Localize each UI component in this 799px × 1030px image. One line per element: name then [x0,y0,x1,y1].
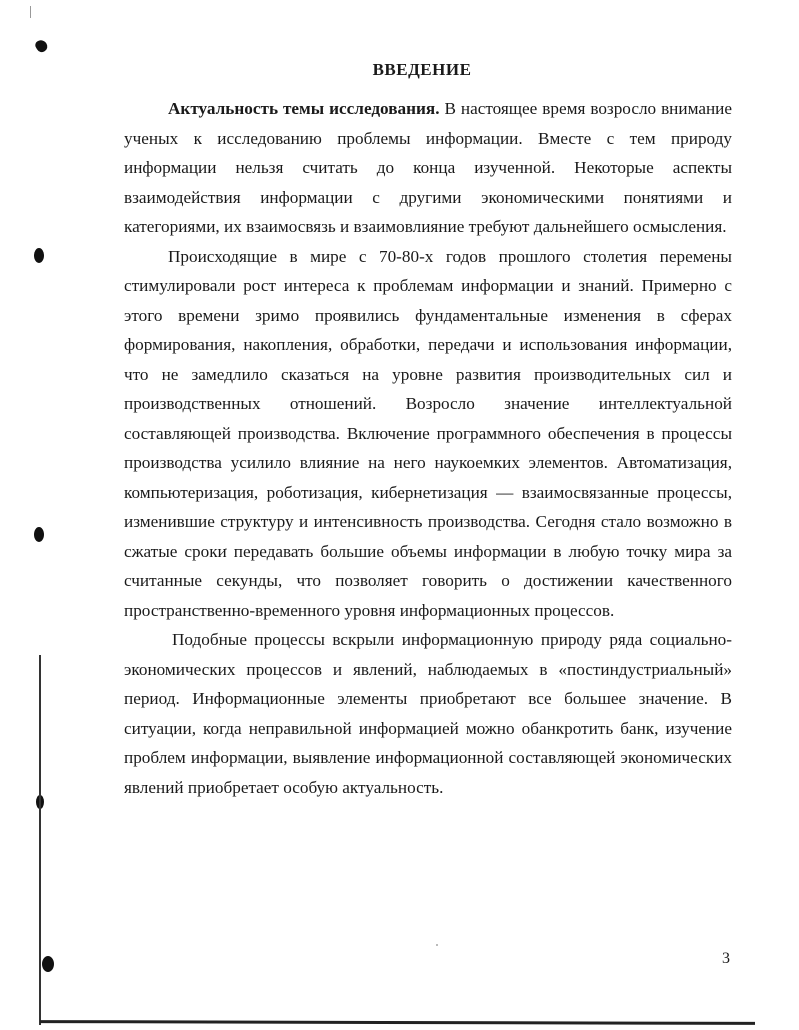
page-number: 3 [722,950,730,967]
paragraph-text: В настоящее время возросло внимание ученых к исследованию проблемы информации. Вместе с тем природу информации нельзя считать до конца изученной. Некоторые аспекты взаимодействия информации с другими экономическими понятиями и категориями, их взаимосвязь и взаимовлияние требуют дальнейшего осмысления. [124,99,732,236]
binder-hole-mark [34,248,44,263]
scan-speck [436,944,438,946]
paragraph: Подобные процессы вскрыли информационную природу ряда социально-экономических процессов и явлений, наблюдаемых в «постиндустриальный» период. Информационные элементы приобретают все большее значение. В ситуации, когда неправильной информацией можно обанкротить банк, изучение проблем информации, выявление информационной составляющей экономических явлений приобретает особую актуальность. [124,630,732,797]
scan-artifact-tick [30,6,31,18]
lead-phrase: Актуальность темы исследования. [168,99,440,118]
binder-hole-mark [42,956,54,972]
binder-hole-mark [34,527,44,542]
binder-hole-mark [34,38,50,54]
paragraph [124,94,732,242]
page-title: ВВЕДЕНИЕ [372,60,472,79]
scan-edge-bottom [40,1020,755,1025]
scan-edge-left [39,655,41,1025]
paragraph: Происходящие в мире с 70-80-х годов прошлого столетия перемены стимулировали рост интереса к проблемам информации и знаний. Примерно с этого времени зримо проявились фундаментальные изменения в сферах формирования, накопления, обработки, передачи и использования информации, что не замедлило сказаться на уровне развития производительных сил и производственных отношений. Возросло значение интеллектуальной составляющей производства. Включение программного обеспечения в процессы производства усилило влияние на него наукоемких элементов. Автоматизация, компьютеризация, роботизация, кибернетизация — взаимосвязанные процессы, изменившие структуру и интенсивность производства. Сегодня стало возможно в сжатые сроки передавать большие объемы информации в любую точку мира за считанные секунды, что позволяет говорить о достижении качественного пространственно-временного уровня информационных процессов. [124,246,732,620]
body-text [124,94,732,802]
